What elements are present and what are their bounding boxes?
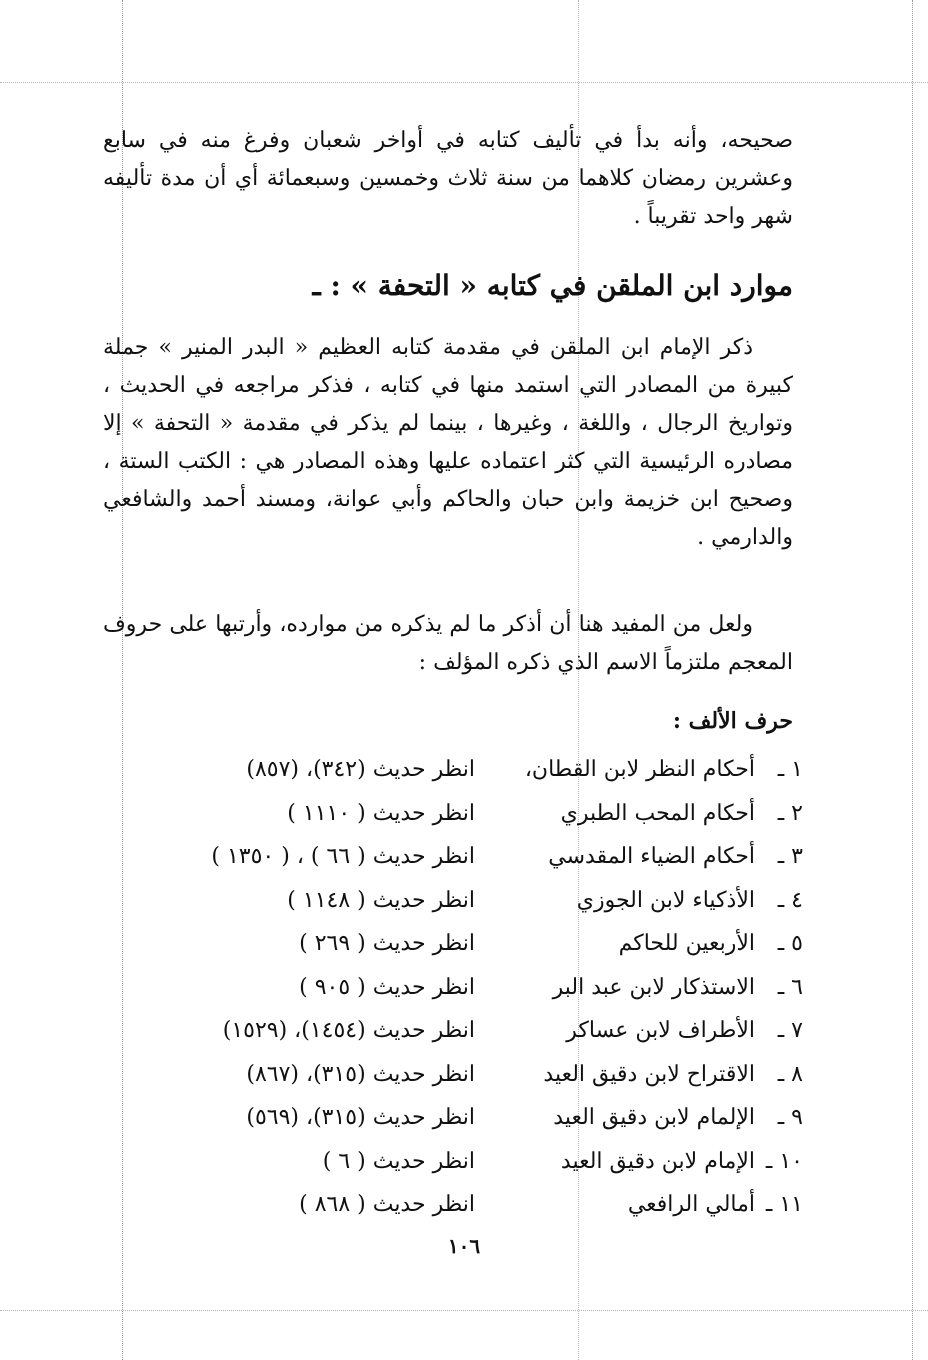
item-title: الإلمام لابن دقيق العيد [553, 1105, 755, 1131]
item-number: ٩ ـ [777, 1105, 803, 1131]
item-reference: انظر حديث ( ٨٦٨ ) [299, 1192, 475, 1218]
body-paragraph: ولعل من المفيد هنا أن أذكر ما لم يذكره من موارده، وأرتبها على حروف المعجم ملتزماً الاسم الذي ذكره المؤلف : [103, 612, 793, 675]
item-reference: انظر حديث ( ٢٦٩ ) [299, 931, 475, 957]
item-title: الاستذكار لابن عبد البر [552, 974, 755, 1000]
section-heading: موارد ابن الملقن في كتابه « التحفة » : ـ [312, 269, 793, 302]
item-number: ٣ ـ [777, 844, 803, 870]
body-paragraph: ذكر الإمام ابن الملقن في مقدمة كتابه العظيم « البدر المنير » جملة كبيرة من المصادر التي استمد منها في كتابه ، فذكر مراجعه في الحديث ، وتواريخ الرجال ، واللغة ، وغيرها ، بينما لم يذكر في مقدمة « التحفة » إلا مصادره الرئيسية التي كثر اعتماده عليها وهذه المصادر هي : الكتب الستة ، وصحيح ابن خزيمة وابن حبان والحاكم وأبي عوانة، ومسند أحمد والشافعي والدارمي . [103, 335, 793, 550]
item-reference: انظر حديث ( ٦٦ ) ، ( ١٣٥٠ ) [211, 844, 475, 870]
list-item [103, 1140, 803, 1184]
list-item [103, 1183, 803, 1227]
scan-guide-line [912, 0, 913, 1360]
item-number: ٢ ـ [777, 800, 803, 826]
list-item [103, 1009, 803, 1053]
item-title: أمالي الرافعي [627, 1192, 755, 1218]
item-title: أحكام الضياء المقدسي [548, 844, 755, 870]
item-number: ١٠ ـ [765, 1148, 803, 1174]
item-number: ٤ ـ [777, 887, 803, 913]
item-title: الإمام لابن دقيق العيد [560, 1148, 755, 1174]
body-paragraph: صحيحه، وأنه بدأ في تأليف كتابه في أواخر شعبان وفرغ منه في سابع وعشرين رمضان كلاهما من سنة ثلاث وخمسين وسبعمائة أي أن مدة تأليفه شهر واحد تقريباً . [103, 128, 793, 229]
item-title: أحكام النظر لابن القطان، [524, 757, 755, 783]
sources-list [103, 748, 803, 1227]
list-item [103, 792, 803, 836]
item-title: الأربعين للحاكم [618, 931, 755, 957]
letter-heading: حرف الألف : [672, 708, 793, 734]
item-reference: انظر حديث (٣١٥)، (٥٦٩) [246, 1105, 475, 1131]
list-item [103, 835, 803, 879]
item-reference: انظر حديث ( ١١٤٨ ) [287, 887, 475, 913]
list-item [103, 748, 803, 792]
item-number: ١ ـ [777, 757, 803, 783]
page-number: ١٠٦ [447, 1234, 481, 1258]
item-reference: انظر حديث ( ٩٠٥ ) [299, 974, 475, 1000]
item-number: ٥ ـ [777, 931, 803, 957]
item-number: ٨ ـ [777, 1061, 803, 1087]
item-title: الأطراف لابن عساكر [566, 1018, 755, 1044]
list-item [103, 1096, 803, 1140]
list-item [103, 922, 803, 966]
list-item [103, 966, 803, 1010]
list-item [103, 1053, 803, 1097]
item-number: ٦ ـ [777, 974, 803, 1000]
item-reference: انظر حديث (٣٤٢)، (٨٥٧) [246, 757, 475, 783]
item-reference: انظر حديث (٣١٥)، (٨٦٧) [246, 1061, 475, 1087]
item-title: الأذكياء لابن الجوزي [576, 887, 755, 913]
item-title: أحكام المحب الطبري [560, 800, 755, 826]
item-number: ٧ ـ [777, 1018, 803, 1044]
item-reference: انظر حديث (١٤٥٤)، (١٥٢٩) [222, 1018, 475, 1044]
list-item [103, 879, 803, 923]
item-title: الاقتراح لابن دقيق العيد [543, 1061, 755, 1087]
item-reference: انظر حديث ( ٦ ) [322, 1148, 475, 1174]
scan-guide-line [0, 1310, 928, 1311]
item-number: ١١ ـ [765, 1192, 803, 1218]
scan-guide-line [0, 82, 928, 83]
item-reference: انظر حديث ( ١١١٠ ) [287, 800, 475, 826]
